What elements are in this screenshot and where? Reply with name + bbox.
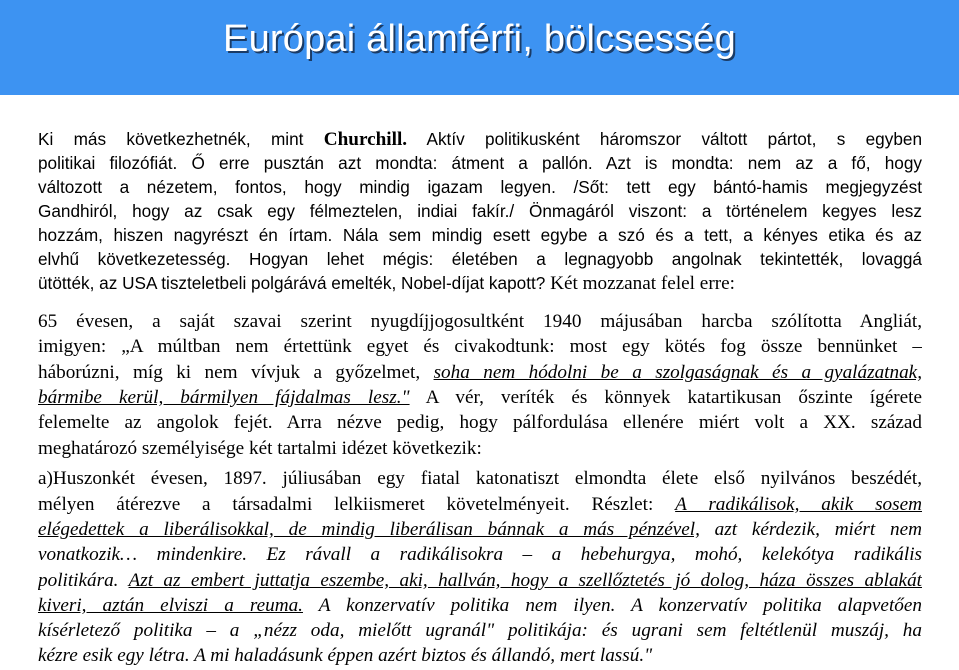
paragraph-2-line-2: imigyen: „A múltban nem értettünk egyet és civakodtunk: most egy kötés fog össze bennünket – (38, 336, 922, 357)
title-bar (0, 0, 959, 95)
paragraph-3-line-8: kézre esik egy létra. A mi haladásunk éppen azért biztos és állandó, mert lassú." (38, 645, 653, 666)
paragraph-3-line-1: a)Huszonkét évesen, 1897. júliusában egy fiatal katonatiszt elmondta élete első nyilvános beszédét, (38, 468, 922, 489)
paragraph-1-line-4: Gandhiról, hogy az csak egy félmeztelen, indiai fakír./ Önmagáról viszont: a történelem kegyes lesz (38, 201, 922, 221)
text: Ki más következhetnék, mint (38, 129, 324, 149)
paragraph-1-line-5: hozzám, hiszen nagyrészt én írtam. Nála sem mindig esett egybe a szó és a tett, a kényes etika és az (38, 225, 922, 245)
quote-italic: azt kérdezik, miért nem (699, 519, 922, 540)
paragraph-3-line-3 (38, 518, 922, 542)
paragraph-1-line-1 (38, 127, 922, 151)
paragraph-3-line-7: kísérletező politika – a „nézz oda, mielőtt ugranál" politikája: és ugrani sem feltétlenül muszáj, ha (38, 620, 922, 641)
churchill-name: Churchill. (323, 129, 408, 150)
paragraph-3-line-2 (38, 493, 922, 517)
paragraph-1-line-6: elvhű következetesség. Hogyan lehet mégis: életében a legnagyobb angolnak tekintették, lovaggá (38, 249, 922, 269)
paragraph-1-line-2: politikai filozófiát. Ő erre pusztán azt mondta: átment a pallón. Azt is mondta: nem az a fő, hogy (38, 153, 922, 173)
text: ütötték, az USA tiszteletbeli polgárává emelték, Nobel-díjat kapott? (38, 273, 546, 293)
text: politikára. (38, 570, 129, 591)
paragraph-1-line-3: változott a nézetem, fontos, hogy mindig igazam legyen. /Sőt: tett egy bántó-hamis megjegyzést (38, 177, 922, 197)
quote-underlined: soha nem hódolni be a szolgaságnak és a gyalázatnak, (433, 362, 922, 383)
paragraph-2-line-4 (38, 386, 922, 410)
quote-underlined: elégedettek a liberálisokkal, de mindig liberálisan bánnak a más pénzével, (38, 519, 700, 540)
text: Két mozzanat felel erre: (545, 273, 735, 294)
paragraph-2-line-6: meghatározó személyisége két tartalmi idézet következik: (38, 438, 482, 459)
text: A vér, veríték és könnyek katartikusan őszinte ígérete (409, 387, 922, 408)
paragraph-2-line-5: felemelte az angolok fejét. Arra nézve pedig, hogy pálfordulása ellenére miért volt a XX. század (38, 412, 922, 433)
paragraph-3-line-6 (38, 594, 922, 618)
paragraph-2-line-3 (38, 361, 922, 385)
text: háborúzni, míg ki nem vívjuk a győzelmet, (38, 362, 434, 383)
paragraph-2-line-1: 65 évesen, a saját szavai szerint nyugdíjjogosultként 1940 májusában harcba szólította Angliát, (38, 311, 922, 332)
paragraph-3-line-4: vonatkozik… mindenkire. Ez rávall a radikálisokra – a hebehurgya, mohó, kelekótya radikális (38, 544, 922, 565)
quote-underlined: bármibe kerül, bármilyen fájdalmas lesz." (38, 387, 410, 408)
quote-underlined: A radikálisok, akik sosem (675, 494, 922, 515)
text: Aktív politikusként háromszor váltott pártot, s egyben (407, 129, 922, 149)
text: A konzervatív politika nem ilyen. A konzervatív politika alapvetően (302, 595, 922, 616)
text: mélyen átérezve a társadalmi lelkiismeret követelményeit. Részlet: (38, 494, 676, 515)
quote-underlined: Azt az embert juttatja eszembe, aki, hallván, hogy a szellőztetés jó dolog, háza összes ablakát (128, 570, 922, 591)
paragraph-1-line-7 (38, 271, 922, 295)
quote-underlined: kiveri, aztán elviszi a reuma. (38, 595, 303, 616)
paragraph-3-line-5 (38, 569, 922, 593)
page-title: Európai államférfi, bölcsesség (223, 18, 736, 60)
